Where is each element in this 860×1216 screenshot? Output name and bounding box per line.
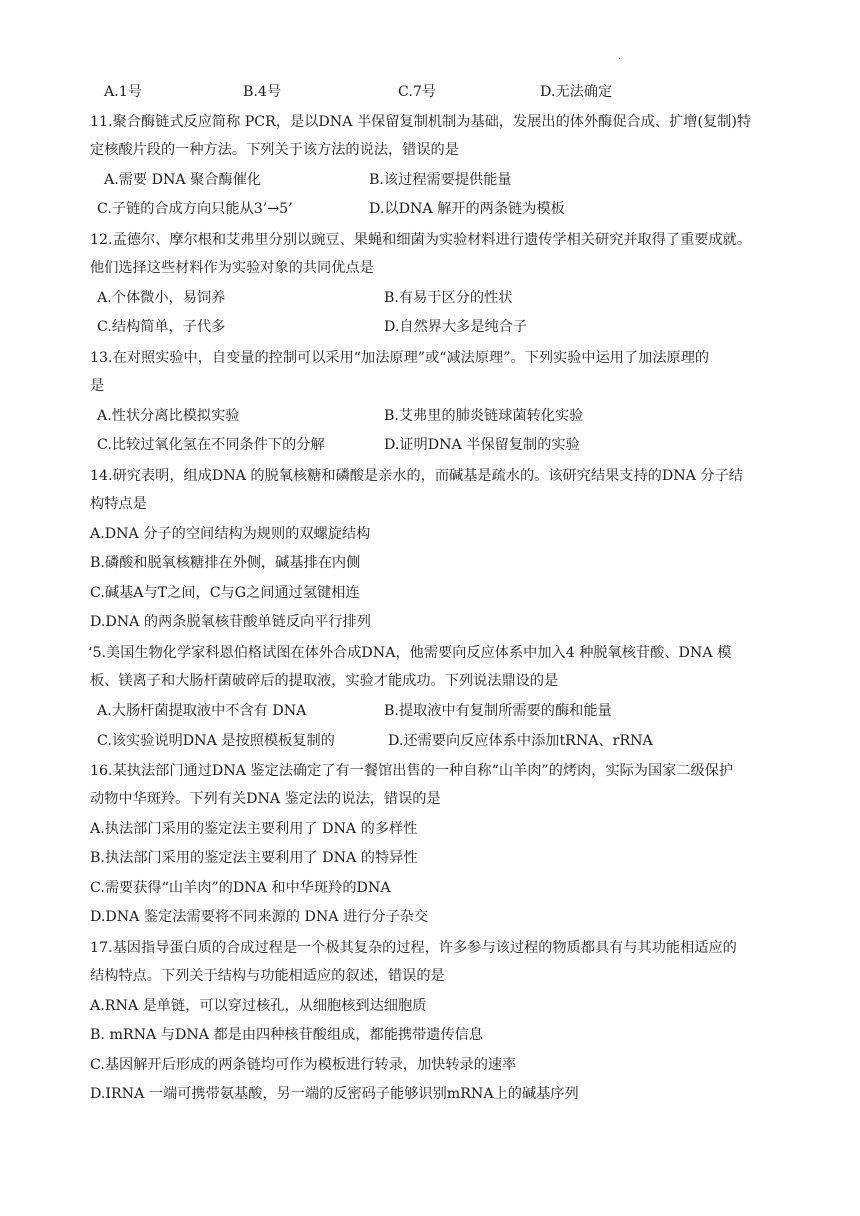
q11-stem-line2: 定核酸片段的一种方法。下列关于该方法的说法，错误的是 xyxy=(90,142,459,158)
q17-option-b: B. mRNA 与DNA 都是由四种核苷酸组成，都能携带遗传信息 xyxy=(90,1027,484,1043)
q10-option-d: D.无法确定 xyxy=(540,84,613,100)
q12-option-c: C.结构简单，子代多 xyxy=(97,319,226,335)
q10-option-c: C.7号 xyxy=(398,84,437,100)
q11-option-b: B.该过程需要提供能量 xyxy=(369,172,512,188)
q16-option-b: B.执法部门采用的鉴定法主要利用了 DNA 的特异性 xyxy=(90,850,418,866)
q17-option-d: D.IRNA 一端可携带氨基酸，另一端的反密码子能够识别mRNA上的碱基序列 xyxy=(90,1086,579,1102)
q13-option-a: A.性状分离比模拟实验 xyxy=(97,408,240,424)
q15-option-d: D.还需要向反应体系中添加tRNA、rRNA xyxy=(388,733,653,749)
q14-option-d: D.DNA 的两条脱氧核苷酸单链反向平行排列 xyxy=(90,614,371,630)
top-mark: · xyxy=(618,54,622,65)
q14-option-c: C.碱基A与T之间，C与G之间通过氢键相连 xyxy=(90,585,360,601)
q15-option-a: A.大肠杆菌提取液中不含有 DNA xyxy=(97,703,307,719)
q11-option-a: A.需要 DNA 聚合酶催化 xyxy=(104,172,262,188)
q17-option-c: C.基因解开后形成的两条链均可作为模板进行转录，加快转录的速率 xyxy=(90,1057,517,1073)
q16-option-d: D.DNA 鉴定法需要将不同来源的 DNA 进行分子杂交 xyxy=(90,909,429,925)
q15-stem-line2: 板、镁离子和大肠杆菌破碎后的提取液，实验才能成功。下列说法鼎设的是 xyxy=(90,673,559,689)
q12-option-d: D.自然界大多是纯合子 xyxy=(384,319,528,335)
q12-stem-line2: 他们选择这些材料作为实验对象的共同优点是 xyxy=(90,260,374,276)
q13-option-c: C.比较过氧化氢在不同条件下的分解 xyxy=(97,437,325,453)
q14-option-b: B.磷酸和脱氧核糖排在外侧，碱基排在内侧 xyxy=(90,555,361,571)
q12-option-b: B.有易于区分的性状 xyxy=(384,290,513,306)
q13-option-b: B.艾弗里的肺炎链球菌转化实验 xyxy=(384,408,584,424)
q11-option-d: D.以DNA 解开的两条链为模板 xyxy=(369,201,565,217)
q13-option-d: D.证明DNA 半保留复制的实验 xyxy=(384,437,580,453)
q11-stem-line1: 11.聚合酶链式反应简称 PCR，是以DNA 半保留复制机制为基础，发展出的体外酶促合成、扩增(复制)特 xyxy=(90,114,752,130)
q12-stem-line1: 12.孟德尔、摩尔根和艾弗里分别以豌豆、果蝇和细菌为实验材料进行遗传学相关研究并取得了重要成就。 xyxy=(90,232,752,248)
q14-stem-line2: 构特点是 xyxy=(90,496,147,512)
q13-stem-line1: 13.在对照实验中，自变量的控制可以采用“加法原理”或“减法原理”。下列实验中运用了加法原理的 xyxy=(90,350,710,366)
q11-option-c: C.子链的合成方向只能从3’→5’ xyxy=(97,201,293,217)
q10-option-a: A.1号 xyxy=(104,84,142,100)
q17-option-a: A.RNA 是单链，可以穿过核孔，从细胞核到达细胞质 xyxy=(90,998,427,1014)
q17-stem-line1: 17.基因指导蛋白质的合成过程是一个极其复杂的过程，许多参与该过程的物质都具有与其功能相适应的 xyxy=(90,940,737,956)
q16-stem-line1: 16.某执法部门通过DNA 鉴定法确定了有一餐馆出售的一种自称“山羊肉”的烤肉，实际为国家二级保护 xyxy=(90,763,734,779)
q15-option-b: B.提取液中有复制所需要的酶和能量 xyxy=(384,703,612,719)
q10-option-b: B.4号 xyxy=(243,84,282,100)
q15-stem-line1: ‘5.美国生物化学家科恩伯格试图在体外合成DNA，他需要向反应体系中加入4 种脱氧核苷酸、DNA 模 xyxy=(88,645,732,661)
q12-option-a: A.个体微小，易饲养 xyxy=(97,290,226,306)
q16-option-a: A.执法部门采用的鉴定法主要利用了 DNA 的多样性 xyxy=(90,821,418,837)
q13-stem-line2: 是 xyxy=(90,378,105,394)
q16-stem-line2: 动物中华斑羚。下列有关DNA 鉴定法的说法，错误的是 xyxy=(90,791,441,807)
q16-option-c: C.需要获得“山羊肉”的DNA 和中华斑羚的DNA xyxy=(90,880,391,896)
q17-stem-line2: 结构特点。下列关于结构与功能相适应的叙述，错误的是 xyxy=(90,968,445,984)
q14-stem-line1: 14.研究表明，组成DNA 的脱氧核糖和磷酸是亲水的，而碱基是疏水的。该研究结果支持的DNA 分子结 xyxy=(90,468,743,484)
q14-option-a: A.DNA 分子的空间结构为规则的双螺旋结构 xyxy=(90,526,371,542)
q15-option-c: C.该实验说明DNA 是按照模板复制的 xyxy=(97,733,335,749)
